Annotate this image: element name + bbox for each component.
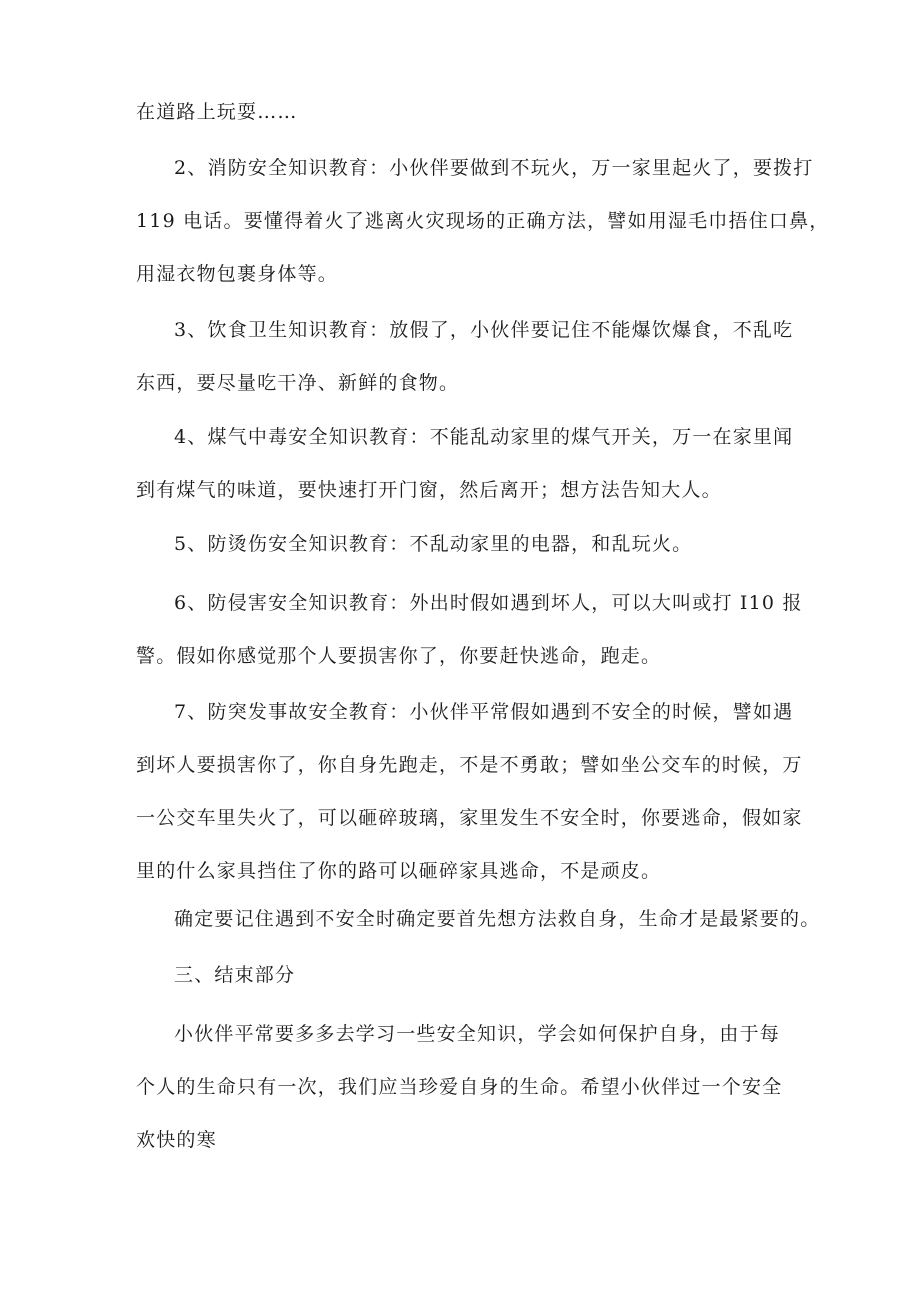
text-line: 确定要记住遇到不安全时确定要首先想方法救自身，生命才是最紧要的。 [174, 908, 821, 930]
section-heading-conclusion [136, 949, 796, 1002]
text-line: 用湿衣物包裹身体等。 [136, 263, 339, 285]
paragraph-gas-poisoning [136, 411, 796, 517]
paragraph-assault-prevention [136, 577, 803, 683]
text-line: 个人的生命只有一次，我们应当珍爱自身的生命。希望小伙伴过一个安全 [136, 1076, 783, 1098]
paragraph-fire-safety [136, 142, 830, 301]
text-line: 3、饮食卫生知识教育：放假了，小伙伴要记住不能爆饮爆食，不乱吃 [174, 319, 794, 341]
text-line: 到坏人要损害你了，你自身先跑走，不是不勇敢；譬如坐公交车的时候，万 [136, 754, 803, 776]
text-line: 在道路上玩耍…… [136, 101, 298, 123]
text-line: 小伙伴平常要多多去学习一些安全知识，学会如何保护自身，由于每 [174, 1023, 781, 1045]
paragraph-food-hygiene [136, 304, 796, 410]
paragraph-burn-prevention [136, 518, 796, 571]
text-line: 欢快的寒 [136, 1129, 217, 1151]
paragraph-continuation [136, 86, 796, 139]
text-line: 6、防侵害安全知识教育：外出时假如遇到坏人，可以大叫或打 I10 报 [174, 592, 803, 614]
text-line: 到有煤气的味道，要快速打开门窗，然后离开；想方法告知大人。 [136, 479, 722, 501]
text-line: 里的什么家具挡住了你的路可以砸碎家具逃命，不是顽皮。 [136, 860, 662, 882]
text-line: 东西，要尽量吃干净、新鲜的食物。 [136, 372, 460, 394]
paragraph-reminder [136, 893, 821, 946]
paragraph-emergency [136, 686, 803, 898]
text-line: 警。假如你感觉那个人要损害你了，你要赶快逃命，跑走。 [136, 645, 662, 667]
text-line: 5、防烫伤安全知识教育：不乱动家里的电器，和乱玩火。 [174, 533, 693, 555]
text-line: 2、消防安全知识教育：小伙伴要做到不玩火，万一家里起火了，要拨打 [174, 157, 814, 179]
text-line: 7、防突发事故安全教育：小伙伴平常假如遇到不安全的时候，譬如遇 [174, 701, 794, 723]
text-line: 119 电话。要懂得着火了逃离火灾现场的正确方法，譬如用湿毛巾捂住口鼻， [136, 210, 830, 232]
text-line: 一公交车里失火了，可以砸碎玻璃，家里发生不安全时，你要逃命，假如家 [136, 807, 803, 829]
text-line: 三、结束部分 [174, 964, 296, 986]
text-line: 4、煤气中毒安全知识教育：不能乱动家里的煤气开关，万一在家里闻 [174, 426, 794, 448]
paragraph-closing [136, 1008, 796, 1167]
